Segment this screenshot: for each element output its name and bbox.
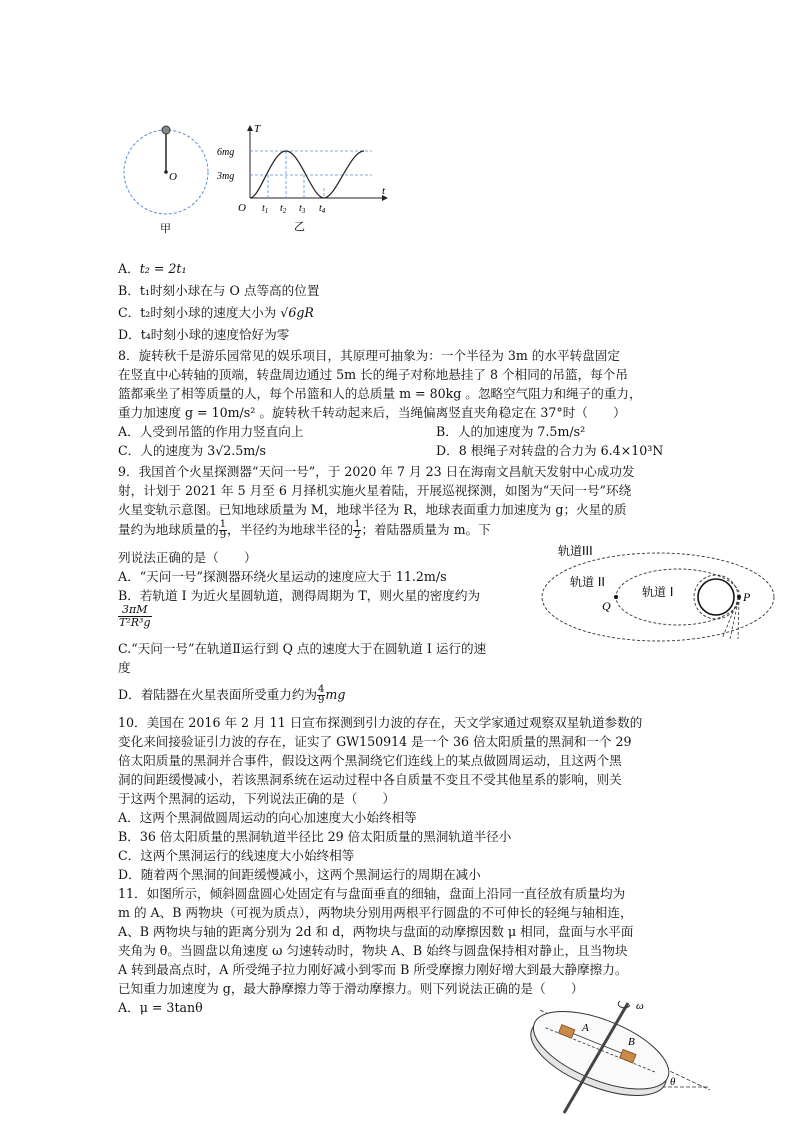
q7-option-b: B．t₁时刻小球在与 O 点等高的位置: [118, 283, 320, 298]
point-p-label: P: [743, 590, 751, 604]
q8-option-d: D．8 根绳子对转盘的合力为 6.4×10³N: [436, 443, 664, 458]
q8-line-4: 重力加速度 g = 10m/s² 。旋转秋千转动起来后，当绳偏离竖直夹角稳定在 37°时（ ）: [118, 405, 626, 420]
tick-t1: $t_1$: [262, 203, 269, 215]
figure-tilted-disk: [520, 995, 720, 1120]
q11-line-4: 夹角为 θ。当圆盘以角速度 ω 匀速转动时，物块 A、B 始终与圆盘保持相对静止，且当物块: [118, 943, 628, 958]
q8-line-3: 篮都乘坐了相等质量的人，每个吊篮和人的总质量 m = 80kg 。忽略空气阻力和绳子的重力，: [118, 386, 642, 401]
figure-jia-circle: [118, 120, 218, 235]
q8-option-c: C．人的速度为 3√2.5m/s: [118, 443, 266, 458]
axis-T-label: T: [254, 123, 261, 135]
q8-option-b: B．人的加速度为 7.5m/s²: [436, 424, 586, 439]
circle-center-label: O: [169, 171, 177, 183]
q10-line-2: 变化来间接验证引力波的存在，证实了 GW150914 是一个 36 倍太阳质量的黑洞和一个 29: [118, 734, 632, 749]
q10-option-c: C．这两个黑洞运行的线速度大小始终相等: [118, 848, 355, 863]
q11-line-6: 已知重力加速度为 g，最大静摩擦力等于滑动摩擦力。则下列说法正确的是（ ）: [118, 981, 584, 996]
q9-line-4: 量约为地球质量的 $\frac{1}{9}$ ，半径约为地球半径的 $\frac{1}{2}$ ；着陆器质量为 m。下: [118, 519, 491, 541]
y-tick-6mg: 6mg: [217, 147, 235, 158]
q10-option-b: B．36 倍太阳质量的黑洞轨道半径比 29 倍太阳质量的黑洞轨道半径小: [118, 829, 512, 844]
block-a-label: A: [582, 1022, 589, 1034]
fig-jia-caption: 甲: [160, 222, 171, 235]
q7-option-c: C．t₂时刻小球的速度大小为 √6gR: [118, 305, 314, 320]
omega-label: ω: [636, 1000, 644, 1012]
q9-line-2: 射，计划于 2021 年 5 月至 6 月择机实施火星着陆，开展巡视探测，如图为“天问一号”环绕: [118, 483, 632, 498]
q11-option-a: A．μ = 3tanθ: [118, 1000, 203, 1015]
q9-option-b: B．若轨道 I 为近火星圆轨道，测得周期为 T，则火星的密度约为: [118, 588, 481, 603]
axis-t-label: t: [382, 185, 386, 197]
block-b-label: B: [628, 1036, 635, 1048]
q9-option-a: A．“天问一号”探测器环绕火星运动的速度应大于 11.2m/s: [118, 569, 447, 584]
q8-line-1: 8．旋转秋千是游乐园常见的娱乐项目，其原理可抽象为：一个半径为 3m 的水平转盘固定: [118, 348, 620, 363]
q11-line-1: 11．如图所示，倾斜圆盘圆心处固定有与盘面垂直的细轴，盘面上沿同一直径放有质量均为: [118, 886, 626, 901]
q9-line-3: 火星变轨示意图。已知地球质量为 M，地球半径为 R，地球表面重力加速度为 g；火星的质: [118, 502, 627, 517]
q11-line-5: A 转到最高点时，A 所受绳子拉力刚好减小到零而 B 所受摩擦力刚好增大到最大静摩擦力。: [118, 962, 628, 977]
theta-label: θ: [670, 1076, 676, 1088]
tick-t3: $t_3$: [299, 203, 306, 215]
tick-t2: $t_2$: [280, 203, 287, 215]
q10-line-5: 于这两个黑洞的运动，下列说法正确的是（ ）: [118, 791, 396, 806]
q11-line-3: A、B 两物块与轴的距离分别为 2d 和 d，两物块与盘面的动摩擦因数 μ 相同，盘面与水平面: [118, 924, 634, 939]
point-q-label: Q: [602, 599, 611, 613]
y-tick-3mg: 3mg: [217, 171, 235, 182]
q10-line-4: 洞的间距缓慢减小，若该黑洞系统在运动过程中各自质量不变且不受其他星系的影响，则关: [118, 772, 622, 787]
q10-line-3: 倍太阳质量的黑洞并合事件，假设这两个黑洞绕它们连线上的某点做圆周运动，且这两个黑: [118, 753, 622, 768]
q11-line-2: m 的 A、B 两物块（可视为质点），两物块分别用两根平行圆盘的不可伸长的轻绳与轴相连，: [118, 905, 633, 920]
q10-option-a: A．这两个黑洞做圆周运动的向心加速度大小始终相等: [118, 810, 417, 825]
q9-option-c-line-2: 度: [118, 660, 131, 675]
q9-option-c-line-1: C.“天问一号”在轨道Ⅱ运行到 Q 点的速度大于在圆轨道 I 运行的速: [118, 641, 487, 656]
figure-yi-graph: [212, 118, 392, 238]
origin-label: O: [238, 202, 246, 214]
tick-t4: $t_4$: [319, 203, 326, 215]
q9-option-b-fraction: $\frac{3\pi M}{\text{T²R³g}}$: [119, 603, 151, 629]
orbit-2-label: 轨道 II: [570, 575, 605, 589]
q7-option-a: A．t₂ = 2t₁: [118, 261, 187, 276]
q8-option-a: A．人受到吊篮的作用力竖直向上: [118, 424, 304, 439]
orbit-3-label: 轨道III: [558, 544, 593, 558]
figure-orbits: [540, 535, 780, 645]
q10-line-1: 10．美国在 2016 年 2 月 11 日宣布探测到引力波的存在，天文学家通过观察双星轨道参数的: [118, 715, 643, 730]
q7-option-d: D．t₄时刻小球的速度恰好为零: [118, 327, 290, 342]
q8-line-2: 在竖直中心转轴的顶端，转盘周边通过 5m 长的绳子对称地悬挂了 8 个相同的吊篮，每个吊: [118, 367, 628, 382]
fig-yi-caption: 乙: [294, 220, 305, 233]
q9-line-5: 列说法正确的是（ ）: [118, 550, 257, 565]
q9-line-1: 9．我国首个火星探测器“天问一号”，于 2020 年 7 月 23 日在海南文昌航天发射中心成功发: [118, 464, 635, 479]
q9-option-d: D．着陆器在火星表面所受重力约为 $\frac{4}{9}$ mg: [118, 684, 346, 706]
q10-option-d: D．随着两个黑洞的间距缓慢减小，这两个黑洞运行的周期在减小: [118, 867, 481, 882]
orbit-1-label: 轨道 I: [642, 585, 674, 599]
